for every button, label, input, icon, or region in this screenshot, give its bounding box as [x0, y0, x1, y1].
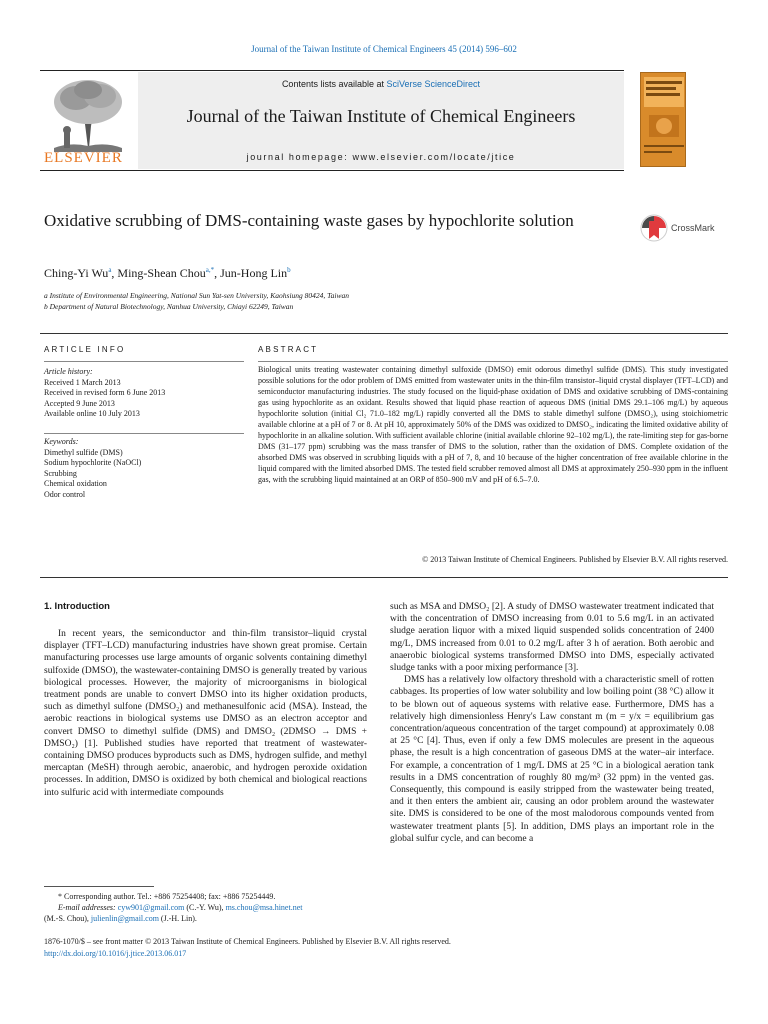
email-line — [44, 902, 374, 913]
crossmark-label: CrossMark — [671, 223, 715, 233]
abstract-text: Biological units treating wastewater containing dimethyl sulfoxide (DMSO) emit odorous dimethyl sulfide (DMS). This study investigated possible solutions for the odor problem of DMS emitted from wastewater units in the thin-film transistor–liquid crystal displayer (TFT–LCD) and semiconductor manufacturing industries. The study focused on the liquid-phase oxidation of DMS and oxidative scrubbing of DMS-containing gas using hypochlorite as an oxidant. Results showed that liquid phase reaction of aqueous DMS (initial DMS 29.1–106 mg/L) by aqueous hypochlorite solution (initial Cl₂ 71.0–182 mg/L) rapidly converted all the DMS to stable dimethyl sulfone (DMSO₂), using stoichiometric available chlorine at a pH of 7 or 8. At pH 10, approximately 50% of the DMS was oxidized to DMSO₂, indicating the limited oxidative ability of hypochlorite in an alkaline solution. With sufficient available chlorine (initial available chlorine 92–102 mg/L), the rate-limiting step for gas-borne DMS (31–177 ppm) scrubbing was the mass transfer of DMS to the solution, rather than the oxidation of DMS. Complete oxidation of the absorbed DMS was observed in scrubbing liquids with a pH of 7, 8, and 10 because of the higher concentration of free available chlorine in the liquid compared with the limited absorbed DMS. The tested field scrubber removed almost all DMS at approximately 250–930 ppm in the influent gas, with the scrubbing liquid maintained at an ORP of 850–900 mV and pH of 6.5–7.0. — [258, 365, 728, 485]
article-info-heading: ARTICLE INFO — [44, 345, 126, 354]
author-name: Ching-Yi Wu — [44, 266, 109, 280]
article-info-rule — [44, 361, 244, 362]
affiliation-b: b Department of Natural Biotechnology, Nanhua University, Chiayi 62249, Taiwan — [44, 302, 294, 311]
affiliation-a: a Institute of Environmental Engineering, National Sun Yat-sen University, Kaohsiung 80424, Taiwan — [44, 291, 350, 300]
section-divider — [40, 333, 728, 334]
abstract-copyright: © 2013 Taiwan Institute of Chemical Engineers. Published by Elsevier B.V. All rights reserved. — [422, 555, 728, 564]
keyword-item: Sodium hypochlorite (NaOCl) — [44, 458, 142, 467]
email-link[interactable]: cyw901@gmail.com — [117, 903, 185, 912]
contents-prefix: Contents lists available at — [281, 79, 387, 89]
author-affil-sup[interactable]: a — [108, 266, 112, 274]
abstract-rule — [258, 361, 728, 362]
keyword-item: Chemical oxidation — [44, 479, 107, 488]
author-name: Jun-Hong Lin — [220, 266, 288, 280]
author-affil-sup[interactable]: a,* — [205, 266, 215, 274]
doi-link[interactable]: http://dx.doi.org/10.1016/j.jtice.2013.06.017 — [44, 949, 187, 958]
author-list — [44, 266, 291, 281]
journal-cover-thumbnail — [640, 72, 686, 167]
keyword-item: Odor control — [44, 489, 86, 499]
homepage-url[interactable]: www.elsevier.com/locate/jtice — [352, 152, 516, 162]
keyword-item: Dimethyl sulfide (DMS) — [44, 447, 123, 457]
history-item: Received in revised form 6 June 2013 — [44, 388, 166, 397]
issn-line: 1876-1070/$ – see front matter © 2013 Taiwan Institute of Chemical Engineers. Published by Elsevier B.V. All rights reserved. — [44, 937, 451, 946]
body-paragraph: In recent years, the semiconductor and thin-film transistor–liquid crystal displayer (TFT–LCD) manufacturing industries have shown great promise. Certain manufacturing processes use large amounts of organic solvents containing dimethyl sulfoxide (DMSO), the wastewater-containing DMSO is generally treated by various biological processes. However, the majority of microorganisms in biological treatment ponds are unable to convert DMSO into its higher oxidation products, such as dimethyl sulfone (DMSO₂) and methanesulfonic acid (MSA). Instead, the aerobic reactions in biological systems use DMSO as an electron acceptor and convert DMSO to dimethyl sulfide (DMS) and DMSO₂ (2DMSO → DMS + DMSO₂) [1]. Published studies have reported that treatment of wastewater-containing DMSO produces byproducts such as DMS, hydrogen sulfide, and methyl mercaptan (MeSH) through aerobic, anaerobic, and hydrogen peroxide oxidation processes. In addition, DMSO is oxidized by both chemical and biological reactions into sulfuric acid with intermediate compounds — [44, 629, 367, 798]
body-column-right — [390, 601, 714, 845]
email-link[interactable]: julienlin@gmail.com — [90, 914, 159, 923]
email-owner: (C.-Y. Wu), — [186, 903, 224, 912]
email-label: E-mail addresses: — [58, 903, 116, 912]
journal-homepage-line — [138, 152, 624, 162]
keywords-list — [44, 437, 244, 500]
history-item: Accepted 9 June 2013 — [44, 398, 115, 408]
keyword-item: Scrubbing — [44, 468, 77, 478]
email-owner: (M.-S. Chou), — [44, 914, 89, 923]
crossmark-badge[interactable] — [640, 213, 720, 243]
author-sep: , — [111, 266, 118, 280]
journal-name: Journal of the Taiwan Institute of Chemical Engineers — [186, 106, 576, 126]
section-heading-introduction: 1. Introduction — [44, 601, 110, 612]
homepage-prefix: journal homepage: — [246, 152, 353, 162]
footnote-rule — [44, 886, 154, 887]
journal-citation-link[interactable]: Journal of the Taiwan Institute of Chemical Engineers 45 (2014) 596–602 — [251, 44, 517, 54]
keywords-label: Keywords: — [44, 437, 79, 446]
article-history — [44, 367, 244, 420]
history-label: Article history: — [44, 367, 93, 376]
history-item: Received 1 March 2013 — [44, 377, 121, 387]
elsevier-wordmark: ELSEVIER — [44, 150, 123, 166]
body-paragraph: such as MSA and DMSO₂ [2]. A study of DMSO wastewater treatment indicated that with the concentration of DMSO increasing from 0.01 to 5.6 mg/L in an activated sludge aeration liquor with a mixed liquid suspended solids concentration of 2400 mg/L, DMS increased from 0.01 to 0.2 mg/L after 3 h of aeration. Both aerobic and anaerobic biological systems transformed DMSO into DMS, especially activated sludge tanks with a poor mixing performance [3]. — [390, 602, 714, 674]
history-item: Available online 10 July 2013 — [44, 409, 140, 418]
corresponding-author-footnote — [44, 891, 374, 924]
abstract-heading: ABSTRACT — [258, 345, 319, 354]
email-line — [44, 913, 374, 924]
contents-line — [138, 79, 624, 89]
body-paragraph: DMS has a relatively low olfactory threshold with a characteristic smell of rotten cabbages. Its properties of low water solubility and low boiling point (38 °C) allow it to be blown out of aqueous systems with relative ease. Furthermore, DMS has a relatively high dimensionless Henry's Law constant m (m = y/x = equilibrium gas concentration/aqueous concentration of the target compound) at approximately 0.08 at 25 °C [4]. Thus, even if only a few DMS molecules are present in the aqueous phase, the result is a high concentration of gaseous DMS at the water–air interface. For example, a concentration of 1 mg/L DMS at 25 °C in a biological aeration tank results in a DMS concentration of roughly 80 mg/m³ (32 ppm) in the vented gas. Consequently, this compound is easily stripped from the wastewater being treated, and it then enters the ambient air, causing an odor problem around the wastewater site. DMS is considered to be one of the most malodorous compounds vented from wastewater treatment plants [5]. In addition, DMS plays an important role in the global sulfur cycle, and can become a — [390, 675, 714, 844]
corresponding-author-line: * Corresponding author. Tel.: +886 75254408; fax: +886 75254449. — [58, 892, 276, 901]
section-divider — [40, 577, 728, 578]
article-title: Oxidative scrubbing of DMS-containing waste gases by hypochlorite solution — [44, 211, 574, 230]
body-column-left — [44, 628, 367, 799]
sciencedirect-link[interactable]: SciVerse ScienceDirect — [386, 79, 481, 89]
crossmark-icon — [640, 213, 668, 243]
email-link[interactable]: ms.chou@msa.hinet.net — [225, 903, 303, 912]
author-affil-sup[interactable]: b — [287, 266, 291, 274]
email-owner: (J.-H. Lin). — [160, 914, 197, 923]
author-name: Ming-Shean Chou — [117, 266, 206, 280]
author-sep: , — [214, 266, 221, 280]
keywords-rule — [44, 433, 244, 434]
